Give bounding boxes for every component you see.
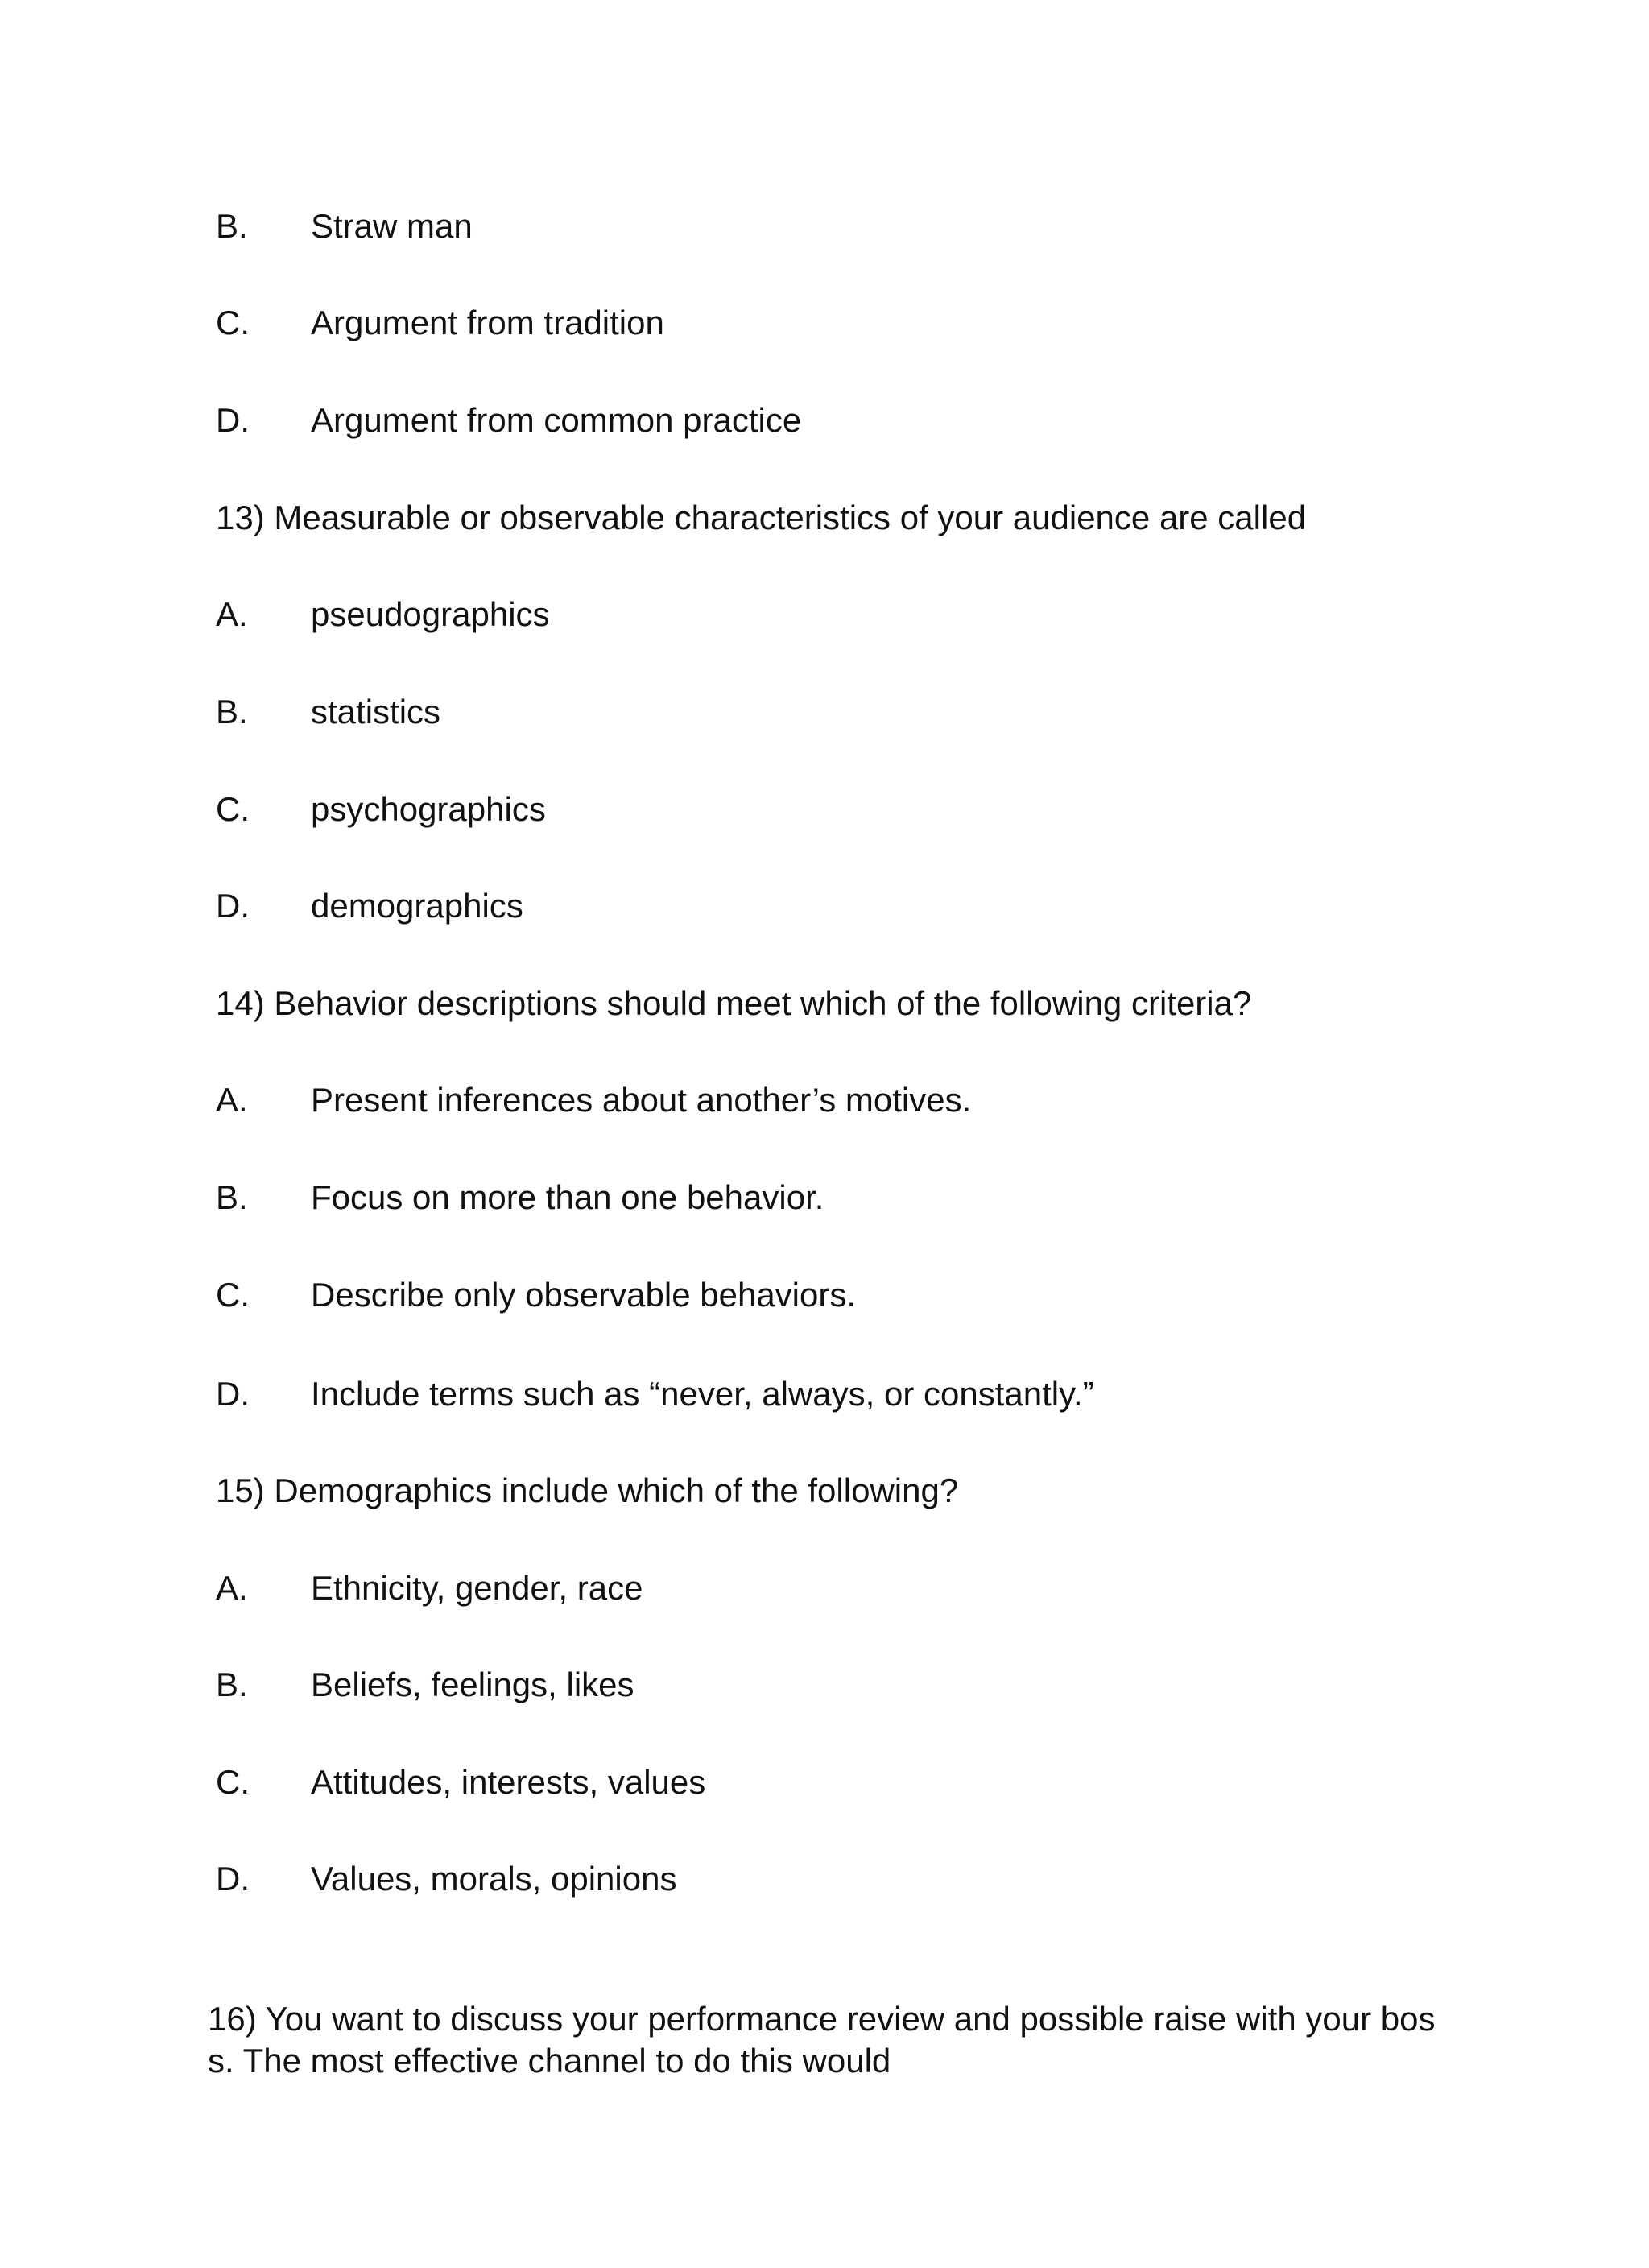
option-text: Argument from common practice: [311, 401, 802, 439]
option-letter: B.: [216, 693, 248, 730]
option-letter: D.: [216, 401, 250, 439]
option-letter: A.: [216, 1081, 248, 1119]
option-letter: B.: [216, 1666, 248, 1703]
question-16-prompt: [208, 1998, 1496, 2082]
option-letter: C.: [216, 304, 250, 341]
option-letter: A.: [216, 595, 248, 633]
option-text: Ethnicity, gender, race: [311, 1569, 643, 1607]
question-14-prompt: 14) Behavior descriptions should meet which of the following criteria?: [216, 984, 1252, 1022]
option-letter: C.: [216, 1763, 250, 1801]
option-text: Present inferences about another’s motives.: [311, 1081, 972, 1119]
option-text: Include terms such as “never, always, or constantly.”: [311, 1375, 1094, 1413]
option-text: Straw man: [311, 207, 473, 245]
question-15-prompt: 15) Demographics include which of the following?: [216, 1471, 959, 1509]
option-letter: D.: [216, 887, 250, 925]
option-text: Describe only observable behaviors.: [311, 1276, 857, 1314]
option-text: demographics: [311, 887, 523, 925]
option-letter: A.: [216, 1569, 248, 1607]
option-text: Attitudes, interests, values: [311, 1763, 706, 1801]
option-letter: C.: [216, 1276, 250, 1314]
option-letter: C.: [216, 790, 250, 828]
option-text: Values, morals, opinions: [311, 1860, 677, 1898]
option-text: Beliefs, feelings, likes: [311, 1666, 634, 1703]
option-text: statistics: [311, 693, 441, 730]
question-16-line-2: s. The most effective channel to do this would: [208, 2042, 891, 2080]
option-text: psychographics: [311, 790, 546, 828]
option-letter: D.: [216, 1860, 250, 1898]
question-13-prompt: 13) Measurable or observable characteristics of your audience are called: [216, 499, 1307, 536]
option-text: pseudographics: [311, 595, 550, 633]
option-letter: B.: [216, 1178, 248, 1216]
option-text: Argument from tradition: [311, 304, 664, 341]
question-16-line-1: 16) You want to discuss your performance review and possible raise with your bos: [208, 2000, 1436, 2038]
option-letter: B.: [216, 207, 248, 245]
option-text: Focus on more than one behavior.: [311, 1178, 824, 1216]
option-letter: D.: [216, 1375, 250, 1413]
